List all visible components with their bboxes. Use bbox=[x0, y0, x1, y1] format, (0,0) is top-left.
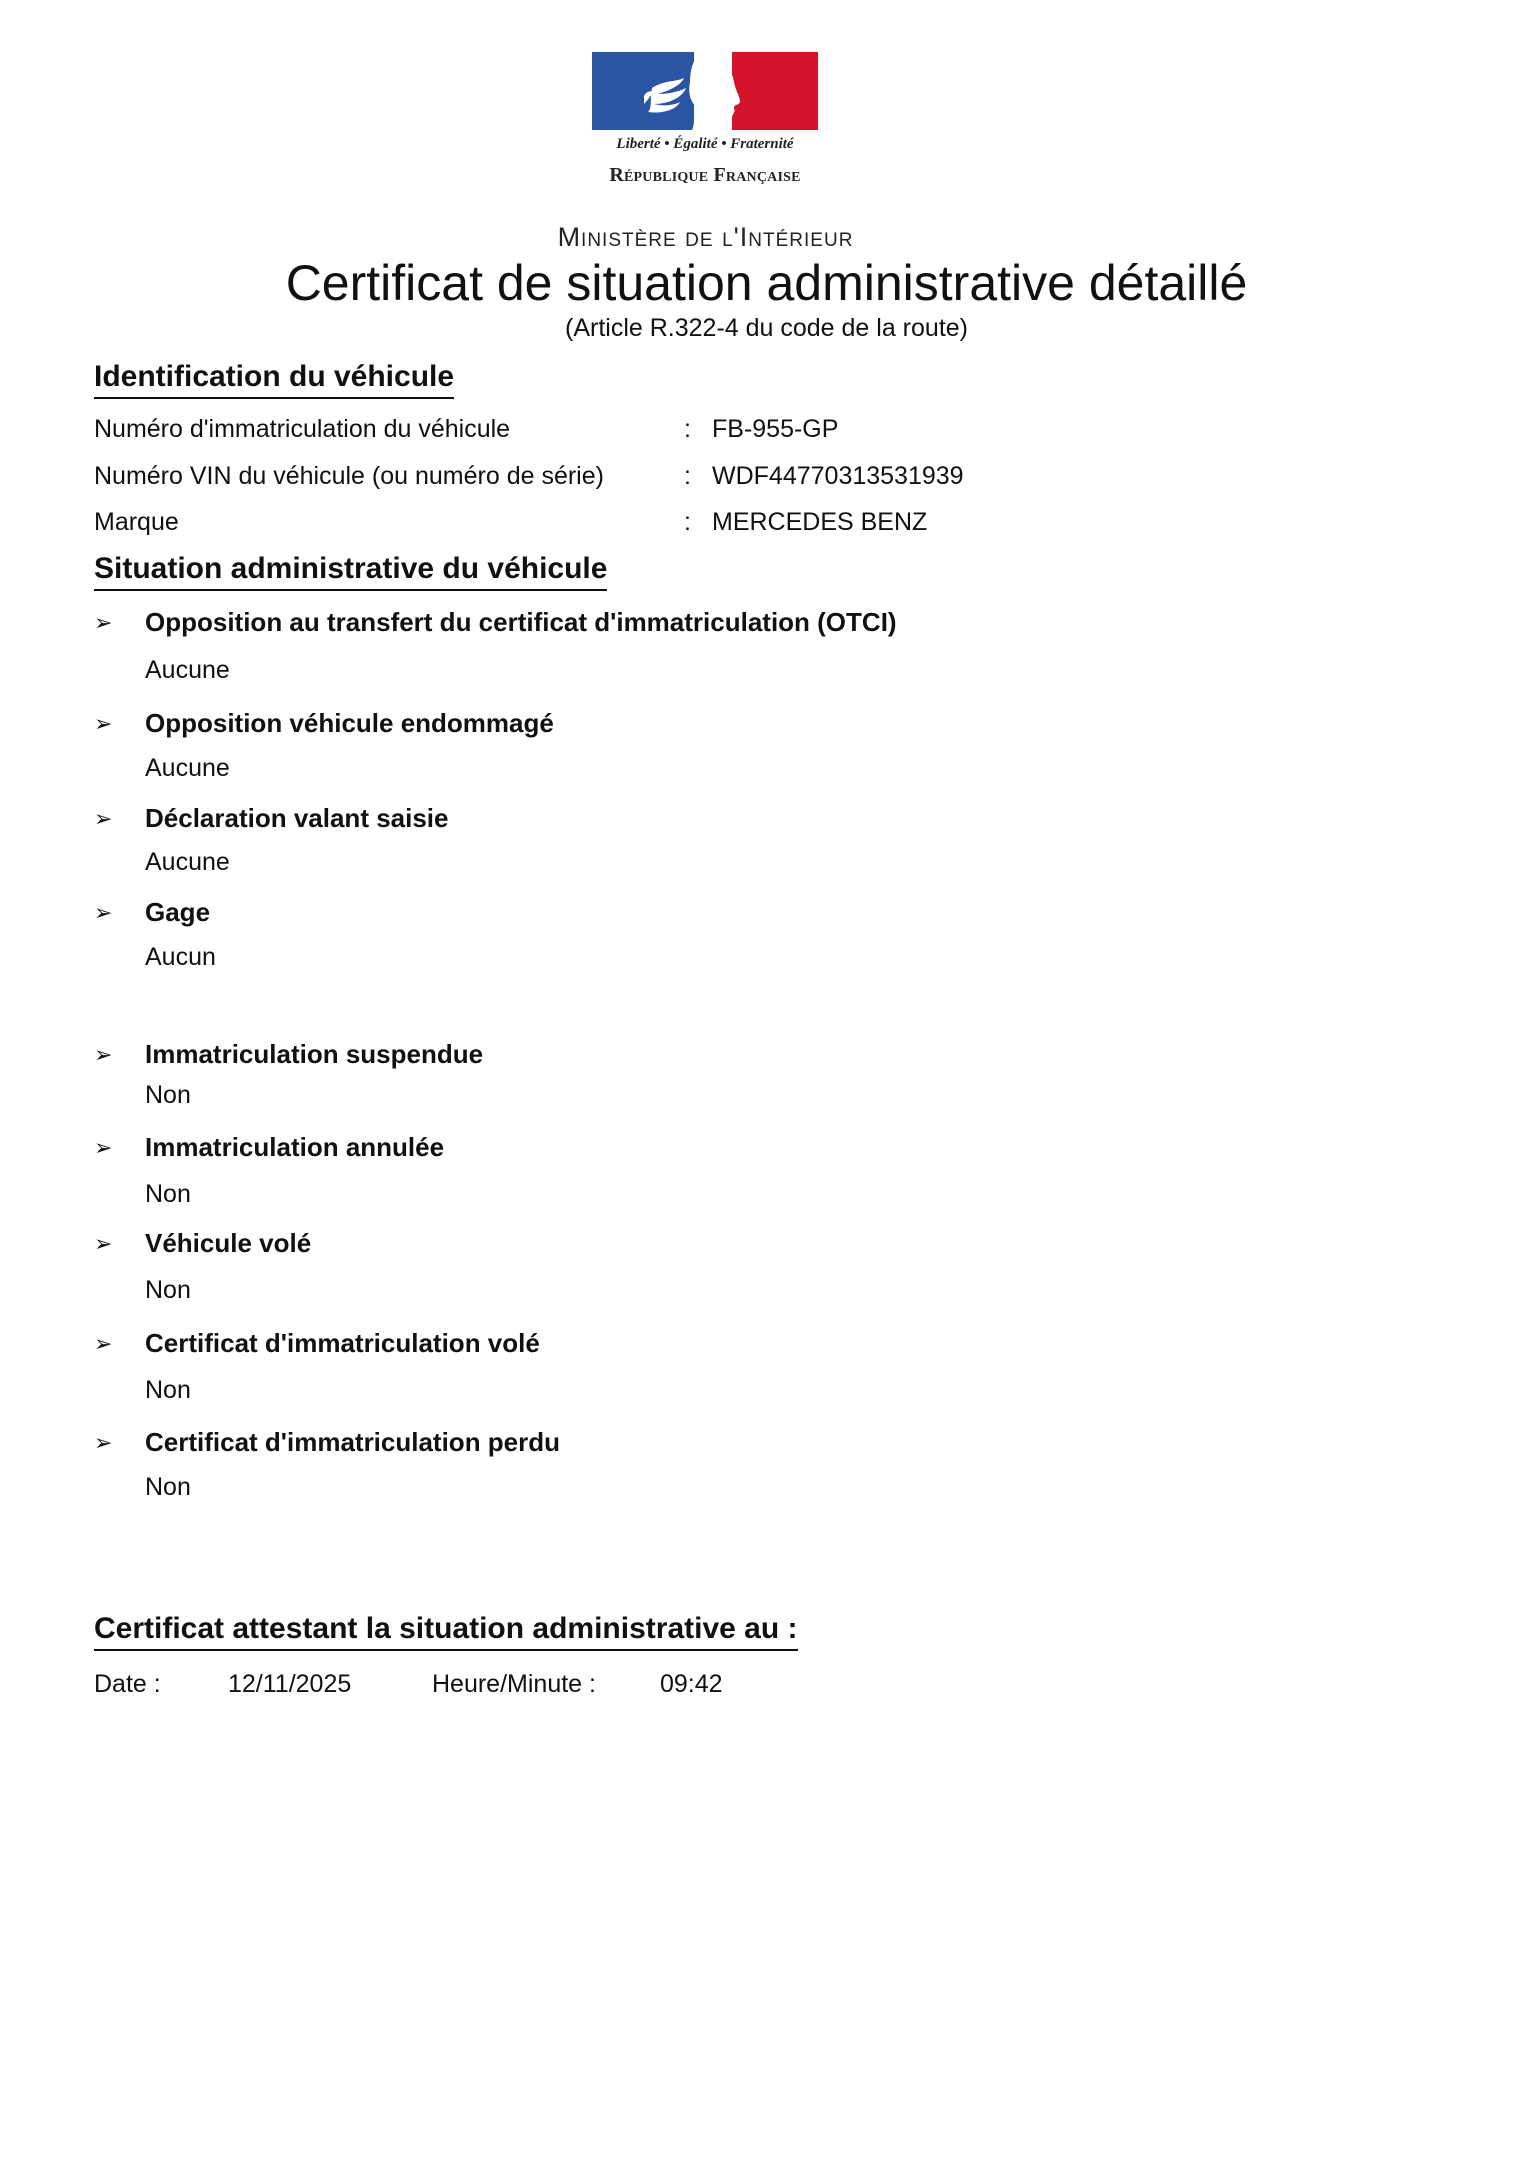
time-value: 09:42 bbox=[660, 1670, 723, 1698]
registration-number-value: FB-955-GP bbox=[712, 415, 839, 443]
seizure-declaration-label: Déclaration valant saisie bbox=[145, 803, 449, 833]
logo-republic-name: République Française bbox=[609, 164, 801, 186]
lost-certificate-value: Non bbox=[145, 1473, 191, 1501]
bullet-arrow-icon: ➢ bbox=[94, 1231, 113, 1256]
cancelled-registration-value: Non bbox=[145, 1180, 191, 1208]
registration-number-label: Numéro d'immatriculation du véhicule bbox=[94, 415, 511, 443]
lost-certificate-label: Certificat d'immatriculation perdu bbox=[145, 1427, 561, 1457]
stolen-vehicle-value: Non bbox=[145, 1276, 191, 1304]
registration-number-separator: : bbox=[684, 415, 691, 443]
pledge-value: Aucun bbox=[145, 943, 216, 971]
bullet-arrow-icon: ➢ bbox=[94, 610, 113, 635]
date-value: 12/11/2025 bbox=[228, 1670, 352, 1698]
bullet-arrow-icon: ➢ bbox=[94, 900, 113, 925]
marianne-flag-icon bbox=[592, 52, 818, 130]
stolen-certificate-value: Non bbox=[145, 1376, 191, 1404]
page-subtitle: (Article R.322-4 du code de la route) bbox=[565, 314, 968, 342]
damaged-vehicle-opposition-label: Opposition véhicule endommagé bbox=[145, 708, 554, 738]
stolen-certificate-label: Certificat d'immatriculation volé bbox=[145, 1328, 540, 1358]
page-title: Certificat de situation administrative détaillé bbox=[285, 255, 1248, 311]
brand-label: Marque bbox=[94, 508, 179, 536]
time-label: Heure/Minute : bbox=[432, 1670, 596, 1698]
logo-motto: Liberté • Égalité • Fraternité bbox=[616, 136, 794, 152]
suspended-registration-value: Non bbox=[145, 1081, 191, 1109]
otci-value: Aucune bbox=[145, 656, 230, 684]
brand-separator: : bbox=[684, 508, 691, 536]
pledge-label: Gage bbox=[145, 897, 211, 927]
ministry-name: Ministère de l'Intérieur bbox=[557, 222, 854, 252]
brand-value: MERCEDES BENZ bbox=[712, 508, 928, 536]
attestation-section-title: Certificat attestant la situation administrative au : bbox=[94, 1612, 798, 1651]
bullet-arrow-icon: ➢ bbox=[94, 1430, 113, 1455]
damaged-vehicle-opposition-value: Aucune bbox=[145, 754, 230, 782]
identification-section-title: Identification du véhicule bbox=[94, 360, 454, 399]
bullet-arrow-icon: ➢ bbox=[94, 711, 113, 736]
suspended-registration-label: Immatriculation suspendue bbox=[145, 1039, 484, 1069]
bullet-arrow-icon: ➢ bbox=[94, 1135, 113, 1160]
otci-label: Opposition au transfert du certificat d'immatriculation (OTCI) bbox=[145, 607, 897, 637]
situation-section-title: Situation administrative du véhicule bbox=[94, 552, 607, 591]
seizure-declaration-value: Aucune bbox=[145, 848, 230, 876]
bullet-arrow-icon: ➢ bbox=[94, 1331, 113, 1356]
date-label: Date : bbox=[94, 1670, 161, 1698]
vin-number-label: Numéro VIN du véhicule (ou numéro de série) bbox=[94, 462, 604, 490]
bullet-arrow-icon: ➢ bbox=[94, 806, 113, 831]
bullet-arrow-icon: ➢ bbox=[94, 1042, 113, 1067]
republique-francaise-logo bbox=[592, 52, 818, 194]
cancelled-registration-label: Immatriculation annulée bbox=[145, 1132, 445, 1162]
vin-number-separator: : bbox=[684, 462, 691, 490]
vin-number-value: WDF44770313531939 bbox=[712, 462, 964, 490]
stolen-vehicle-label: Véhicule volé bbox=[145, 1228, 312, 1258]
